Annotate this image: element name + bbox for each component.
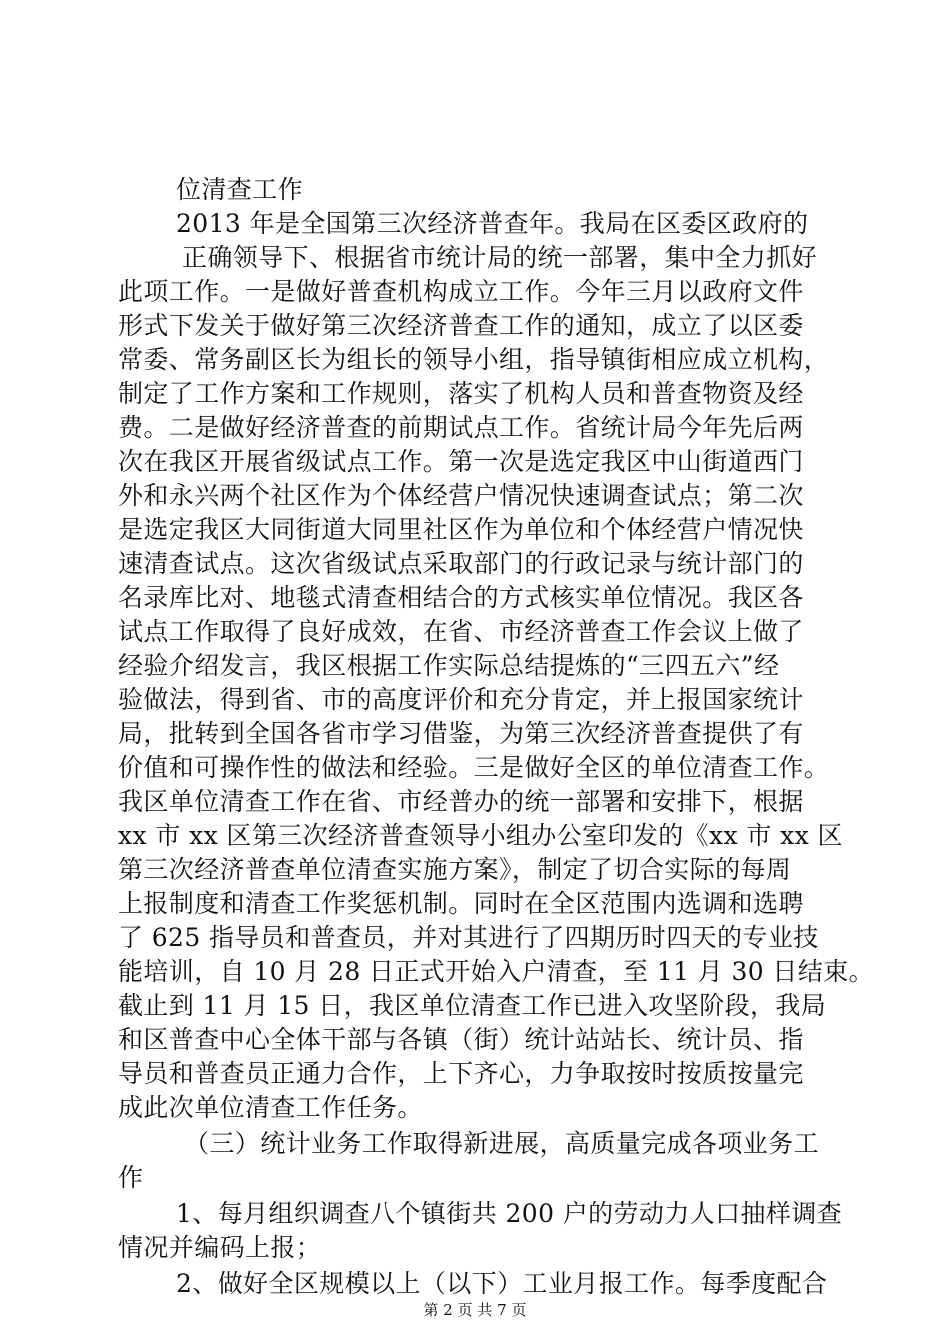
list-item: 2、做好全区规模以上（以下）工业月报工作。每季度配合 [176,1269,828,1298]
text-line: 经验介绍发言，我区根据工作实际总结提炼的“三四五六”经 [118,651,780,680]
text-line: 截止到 11 月 15 日，我区单位清查工作已进入攻坚阶段，我局 [118,991,827,1020]
text-line: 了 625 指导员和普查员，并对其进行了四期历时四天的专业技 [118,923,819,952]
text-line: 外和永兴两个社区作为个体经营户情况快速调查试点；第二次 [118,481,804,510]
list-item: 1、每月组织调查八个镇街共 200 户的劳动力人口抽样调查 [176,1199,843,1228]
text-line: 常委、常务副区长为组长的领导小组，指导镇街相应成立机构， [118,345,830,374]
text-line: 验做法，得到省、市的高度评价和充分肯定，并上报国家统计 [118,685,804,714]
text-line: 速清查试点。这次省级试点采取部门的行政记录与统计部门的 [118,549,804,578]
text-line: 次在我区开展省级试点工作。第一次是选定我区中山街道西门 [118,447,804,476]
text-line: 制定了工作方案和工作规则，落实了机构人员和普查物资及经 [118,379,804,408]
text-line: 局，批转到全国各省市学习借鉴，为第三次经济普查提供了有 [118,719,804,748]
section-heading: （三）统计业务工作取得新进展，高质量完成各项业务工 [184,1129,820,1158]
text-line: 试点工作取得了良好成效，在省、市经济普查工作会议上做了 [118,617,804,646]
text-line: xx 市 xx 区第三次经济普查领导小组办公室印发的《xx 市 xx 区 [118,821,843,850]
text-line: 能培训，自 10 月 28 日正式开始入户清查，至 11 月 30 日结束。 [118,957,875,986]
list-item-continued: 情况并编码上报； [118,1233,322,1262]
text-line: 正确领导下、根据省市统计局的统一部署，集中全力抓好 [182,243,818,272]
text-line: 位清查工作 [176,175,304,204]
text-line: 我区单位清查工作在省、市经普办的统一部署和安排下，根据 [118,787,804,816]
text-line: 此项工作。一是做好普查机构成立工作。今年三月以政府文件 [118,277,804,306]
page-number-footer: 第 2 页 共 7 页 [423,1301,527,1319]
text-line: 形式下发关于做好第三次经济普查工作的通知，成立了以区委 [118,311,804,340]
text-line: 费。二是做好经济普查的前期试点工作。省统计局今年先后两 [118,413,804,442]
text-line: 2013 年是全国第三次经济普查年。我局在区委区政府的 [176,209,809,238]
text-line: 是选定我区大同街道大同里社区作为单位和个体经营户情况快 [118,515,804,544]
text-line: 第三次经济普查单位清查实施方案》，制定了切合实际的每周 [118,855,792,884]
text-line: 价值和可操作性的做法和经验。三是做好全区的单位清查工作。 [118,753,830,782]
text-line: 成此次单位清查工作任务。 [118,1093,423,1122]
text-line: 名录库比对、地毯式清查相结合的方式核实单位情况。我区各 [118,583,804,612]
text-line: 上报制度和清查工作奖惩机制。同时在全区范围内选调和选聘 [118,889,804,918]
section-heading-continued: 作 [118,1163,144,1192]
text-line: 导员和普查员正通力合作，上下齐心，力争取按时按质按量完 [118,1059,804,1088]
text-line: 和区普查中心全体干部与各镇（街）统计站站长、统计员、指 [118,1025,804,1054]
